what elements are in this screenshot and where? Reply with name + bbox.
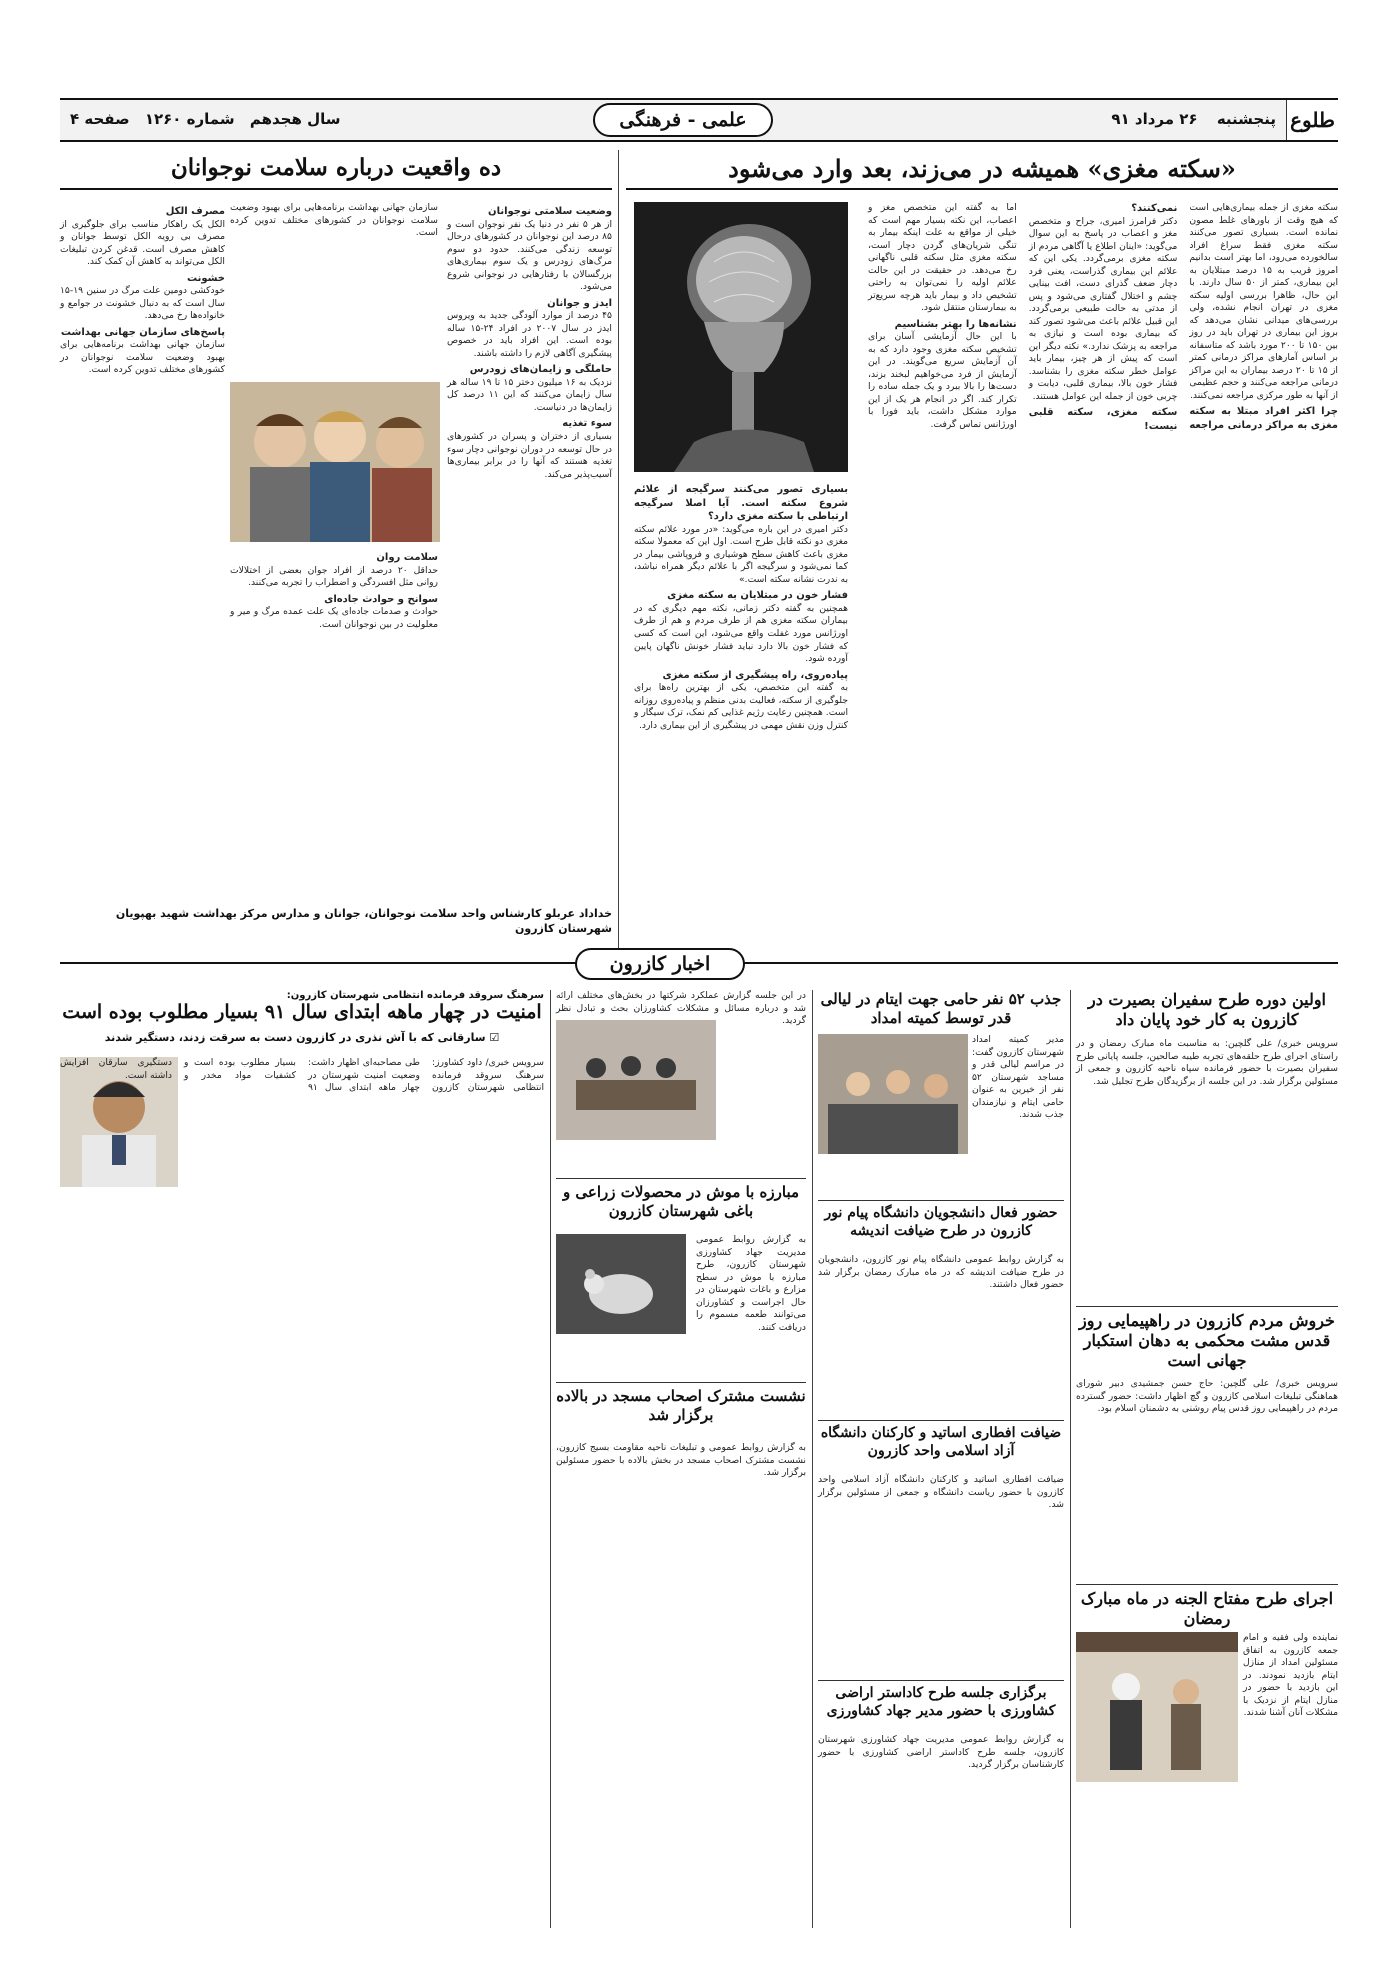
teens-col-left: [60, 202, 225, 902]
news4-title: جذب ۵۲ نفر حامی جهت ایتام در لیالی قدر توسط کمیته امداد: [820, 990, 1062, 1027]
news8-body: به گزارش روابط عمومی مدیریت جهاد کشاورزی شهرستان کازرون، طرح مبارزه با موش در سطح مزارع و باغات شهرستان در حال اجراست و کشاورزان می‌توانند طعمه مسموم را دریافت کنند.: [696, 1234, 806, 1333]
teens-col-middle-2: [230, 548, 438, 902]
meeting-photo-illustration: [556, 1020, 716, 1140]
news-column-2: [818, 990, 1064, 1928]
teens-heading-6: مصرف الکل: [165, 206, 225, 217]
stroke-paragraph-5: همچنین به گفته دکتر زمانی، نکته مهم دیگری که در بیماران سکته مغزی هم از طرف مردم و هم از طرف اورژانس مورد غفلت واقع می‌شود، این است که کسی که فشار خون بالا دارد نباید فشار خونش ناگهان پایین آورده شود.: [634, 602, 848, 665]
year-label: سال هجدهم: [249, 110, 341, 128]
teens-paragraph-4: بسیاری از دختران و پسران در کشورهای در حال توسعه در دوران نوجوانی دچار سوء تغذیه هستند که آنها را در برابر بیماری‌ها آسیب‌پذیر می‌کند.: [447, 431, 612, 480]
stroke-body: [868, 202, 1338, 947]
teens-paragraph-5: حداقل ۲۰ درصد از افراد جوان بعضی از اختلالات روانی مثل افسردگی و اضطراب را تجربه می‌کنند.: [230, 564, 438, 589]
teens-article: [60, 150, 612, 948]
news10-content: [60, 1051, 544, 1931]
news3-photo: [1076, 1632, 1238, 1782]
news1-body: سرویس خبری/ علی گلچین: به مناسبت ماه مبارک رمضان و در راستای اجرای طرح حلقه‌های تجربه طیبه صالحین، جلسه پایانی طرح سفیران بصیرت با حضور فرمانده سپاه ناحیه کازرون و جمعی از مسئولین برگزار شد. در این جلسه از برگزیدگان طرح تجلیل شد.: [1076, 1038, 1338, 1087]
teens-heading-8: سوانح و حوادث جاده‌ای: [324, 593, 438, 605]
section-title: علمی - فرهنگی: [593, 103, 773, 137]
stroke-heading-4: بسیاری تصور می‌کنند سرگیجه از علائم شروع سکته است. آیا اصلا سرگیجه ارتباطی با سکته مغزی دارد؟: [634, 484, 848, 523]
teens-paragraph-2: ۴۵ درصد از موارد آلودگی جدید به ویروس ایدز در سال ۲۰۰۷ در افراد ۲۴-۱۵ ساله بوده است. این افراد باید در خصوص پیشگیری آگاهی لازم را داشته باشند.: [447, 310, 612, 359]
teens-footer-credit: خداداد عربلو کارشناس واحد سلامت نوجوانان، جوانان و مدارس مرکز بهداشت شهید بهپویان شهرستان کازرون: [115, 907, 612, 936]
newspaper-logo: طلوع: [1286, 100, 1338, 140]
teens-heading-4: سوء تغذیه: [562, 418, 612, 430]
news6-title: ضیافت افطاری اساتید و کارکنان دانشگاه آزاد اسلامی واحد کازرون: [818, 1420, 1064, 1470]
news4-photo: [818, 1034, 968, 1154]
page-header: [60, 98, 1338, 142]
news-column-3: [556, 990, 806, 1928]
date-info: [1097, 110, 1276, 128]
news-column-1: [1076, 990, 1338, 1928]
news9-title: نشست مشترک اصحاب مسجد در بالاده برگزار شد: [556, 1382, 806, 1438]
stroke-body-2: [634, 480, 848, 945]
stroke-intro: سکته مغزی از جمله بیماری‌هایی است که هیچ وقت از باورهای غلط مصون نمانده است. بسیاری تصور می‌کنند سکته مغزی فقط سراغ افراد سالخورده می‌رود، اما بهتر است بدانیم امروز قریب به ۱۵ درصد مبتلایان به این بیماری، کمتر از ۵۰ سال دارند. با این حال، ظاهرا بررسی اولیه سکته مغزی در تهران انجام نشده، ولی بررسی‌های میدانی نشان می‌دهد که بروز این بیماری در تهران باید در روز بین ۱۵۰ تا ۲۰۰ مورد باشد که متاسفانه بر اساس آمارهای مراکز درمانی کمتر از ۱۵ تا ۲۰ درصد بیماران به این مراکز درمانی مراجعه می‌کنند و حجم عظیمی از آنها به طور مرکزی مراجعه نمی‌کنند.: [1189, 202, 1338, 401]
teens-paragraph-3: نزدیک به ۱۶ میلیون دختر ۱۵ تا ۱۹ ساله هر سال زایمان می‌کنند که این ۱۱ درصد کل زایمان‌ها در دنیاست.: [447, 376, 613, 413]
column-divider: [812, 990, 813, 1928]
teens-heading-9: پاسخ‌های سازمان جهانی بهداشت: [60, 326, 225, 338]
teens-paragraph-9: سازمان جهانی بهداشت برنامه‌هایی برای بهبود وضعیت سلامت نوجوانان در کشورهای مختلف تدوین کرده است.: [60, 339, 225, 376]
news3-title: اجرای طرح مفتاح الجنه در ماه مبارک رمضان: [1076, 1584, 1338, 1632]
page-number: صفحه ۴: [70, 110, 130, 128]
teens-heading-2: ایدز و جوانان: [547, 297, 612, 309]
kazerun-news-banner: اخبار کازرون: [575, 948, 745, 980]
skull-illustration: [634, 202, 848, 472]
teens-heading-1: وضعیت سلامتی نوجوانان: [488, 206, 612, 217]
stroke-paragraph-4: دکتر امیری در این باره می‌گوید: «در مورد علائم سکته مغزی دو نکته قابل طرح است. اول این که معمولا سکته مغزی باعث کاهش سطح هوشیاری و فروپاشی بیمار در کما نمی‌شود و سرگیجه اگر با علائم دیگر همراه نباشد، به ندرت نشانه سکته است.»: [634, 523, 848, 585]
issue-info: [70, 110, 351, 128]
stroke-heading-2: سکته مغزی، سکته قلبی نیست!: [1028, 407, 1178, 432]
teens-heading-7: خشونت: [187, 272, 225, 284]
brain-xray-image: [634, 202, 848, 472]
day-label: پنجشنبه: [1216, 110, 1276, 128]
news7-body: به گزارش روابط عمومی مدیریت جهاد کشاورزی شهرستان کازرون، جلسه طرح کاداستر اراضی کشاورزی با حضور کارشناسان برگزار گردید.: [818, 1734, 1064, 1771]
news8-title: مبارزه با موش در محصولات زراعی و باغی شهرستان کازرون: [556, 1178, 806, 1234]
meeting-photo: [556, 1020, 716, 1140]
news2-body: سرویس خبری/ علی گلچین: حاج حسن جمشیدی دبیر شورای هماهنگی تبلیغات اسلامی کازرون و گچ اظهار داشت: حضور گسترده مردم در راهپیمایی روز قدس پیام روشنی به دشمنان اسلام بود.: [1076, 1378, 1338, 1415]
news10-title: امنیت در چهار ماهه ابتدای سال ۹۱ بسیار مطلوب بوده است: [62, 1001, 542, 1023]
column-divider: [618, 150, 619, 948]
stroke-paragraph-6: به گفته این متخصص، یکی از بهترین راه‌ها برای جلوگیری از سکته، فعالیت بدنی منظم و پیاده‌روی روزانه است. همچنین رعایت رژیم غذایی کم نمک، ترک سیگار و کنترل وزن نقش مهمی در پیشگیری از این بیماری دارد.: [634, 682, 848, 731]
news8-content: [556, 1234, 806, 1374]
teens-col-right: [447, 202, 612, 902]
news1-title: اولین دوره طرح سفیران بصیرت در کازرون به کار خود پایان داد: [1087, 990, 1326, 1029]
stroke-heading-5: فشار خون در مبتلایان به سکته مغزی: [667, 590, 848, 602]
news10-body-text: سرویس خبری/ داود کشاورز: سرهنگ سروقد فرمانده انتظامی شهرستان کازرون طی مصاحبه‌ای اظهار داشت: وضعیت امنیت شهرستان در چهار ماهه ابتدای سال ۹۱ بسیار مطلوب بوده است و کشفیات مواد مخدر و دستگیری سارقان افزایش داشته است.: [60, 1057, 544, 1094]
teens-paragraph-7: خودکشی دومین علت مرگ در سنین ۱۹-۱۵ سال است که به دنبال خشونت در جوامع و خانواده‌ها رخ می‌دهد.: [60, 285, 225, 322]
teens-photo: [230, 382, 440, 542]
police-article: [60, 990, 544, 1928]
teens-col-middle: [230, 202, 438, 377]
teens-group-illustration: [230, 382, 440, 542]
stroke-article: [626, 150, 1338, 948]
stroke-heading-3: نشانه‌ها را بهتر بشناسیم: [894, 318, 1017, 330]
stroke-title: «سکته مغزی» همیشه در می‌زند، بعد وارد می‌شود: [626, 150, 1338, 190]
teens-paragraph-9-top: سازمان جهانی بهداشت برنامه‌هایی برای بهبود وضعیت سلامت نوجوانان در کشورهای مختلف تدوین کرده است.: [230, 202, 438, 239]
stroke-heading-1: چرا اکثر افراد مبتلا به سکته مغزی به مراکز درمانی مراجعه نمی‌کنند؟: [1131, 203, 1338, 431]
news9-body: به گزارش روابط عمومی و تبلیغات ناحیه مقاومت بسیج کازرون، نشست مشترک اصحاب مسجد در بخش بالاده با حضور مسئولین برگزار شد.: [556, 1442, 806, 1479]
news3-content: [1076, 1632, 1338, 1782]
stroke-heading-6: پیاده‌روی، راه پیشگیری از سکته مغزی: [662, 669, 848, 681]
teens-heading-3: حاملگی و زایمان‌های زودرس: [469, 364, 612, 376]
stroke-paragraph-2: اما به گفته این متخصص مغز و اعصاب، این نکته بسیار مهم است که خیلی از مواقع به علت اینکه بیمار به تنگی شریان‌های گردن دچار است، سکته مغزی مثل سکته قلبی ناگهانی رخ می‌دهد. در حقیقت در این حالت علائم اولیه را نمی‌توان به راحتی تشخیص داد و بیمار باید هرچه سریع‌تر به بیمارستان منتقل شود.: [868, 202, 1017, 314]
teens-title: ده واقعیت درباره سلامت نوجوانان: [60, 150, 612, 190]
mouse-illustration: [556, 1234, 686, 1334]
news5-body: به گزارش روابط عمومی دانشگاه پیام نور کازرون، دانشجویان در طرح ضیافت اندیشه که در ماه مبارک رمضان برگزار شد حضور فعال داشتند.: [818, 1254, 1064, 1291]
news-top-body: در این جلسه گزارش عملکرد شرکتها در بخش‌های مختلف ارائه شد و درباره مسائل و مشکلات کشاورزان بحث و تبادل نظر گردید.: [556, 990, 806, 1027]
news10-body: [60, 1057, 544, 1917]
stroke-paragraph-1: دکتر فرامرز امیری، جراح و متخصص مغز و اعصاب در پاسخ به این سوال می‌گوید: «اینان اطلاع یا آگاهی مردم از سکته مغزی برمی‌گردد. یکی این که علائم این بیماری گذراست، یعنی فرد دچار ضعف گذرای دست، افت بینایی چشم و اختلال گفتاری می‌شود و پس از مدتی به حالت طبیعی برمی‌گردد. این قبیل علائم باعث می‌شود تصور کند که بیماری بوده است و نیازی به مراجعه به پزشک ندارد.» نکته دیگر این است که پیش از هر چیز، بیمار باید عوامل خطر سکته مغزی را بشناسد. فشار خون بالا، بیماری قلبی، دیابت و چربی خون از جمله این عوامل هستند.: [1028, 215, 1178, 402]
column-divider: [1070, 990, 1071, 1928]
teens-heading-5: سلامت روان: [376, 552, 438, 563]
meeting-content: [556, 1020, 806, 1170]
teens-paragraph-1: از هر ۵ نفر در دنیا یک نفر نوجوان است و ۸۵ درصد این نوجوانان در کشورهای درحال توسعه زندگی می‌کنند. حدود دو سوم مرگ‌های زودرس و یک سوم بیماری‌های بزرگسالان با رفتارهایی در نوجوانی شروع می‌شود.: [447, 218, 612, 293]
news5-title: حضور فعال دانشجویان دانشگاه پیام نور کازرون در طرح ضیافت اندیشه: [818, 1200, 1064, 1250]
newspaper-page: [60, 98, 1338, 1928]
date-label: ۲۶ مرداد ۹۱: [1111, 110, 1198, 128]
news4-content: [818, 1034, 1064, 1194]
news6-body: ضیافت افطاری اساتید و کارکنان دانشگاه آزاد اسلامی واحد کازرون با حضور ریاست دانشگاه و جمعی از مسئولین برگزار شد.: [818, 1474, 1064, 1511]
news4-body: مدیر کمیته امداد شهرستان کازرون گفت: در مراسم لیالی قدر و مساجد شهرستان ۵۲ نفر از خیرین به عنوان حامی ایتام و نیازمندان جذب شدند.: [972, 1034, 1064, 1121]
column-divider: [550, 990, 551, 1928]
news2-title: خروش مردم کازرون در راهپیمایی روز قدس مشت محکمی به دهان استکبار جهانی است: [1076, 1306, 1338, 1374]
teens-paragraph-8: حوادث و صدمات جاده‌ای یک علت عمده مرگ و میر و معلولیت در بین نوجوانان است.: [230, 606, 438, 630]
news7-title: برگزاری جلسه طرح کاداستر اراضی کشاورزی با حضور مدیر جهاد کشاورزی: [818, 1680, 1064, 1730]
issue-number: شماره ۱۲۶۰: [144, 110, 235, 128]
stroke-paragraph-3: با این حال آزمایشی آسان برای تشخیص سکته مغزی وجود دارد که به آن آزمایش سریع می‌گویند. در این آزمایش از فرد می‌خواهیم لبخند بزند، دست‌ها را بالا ببرد و یک جمله ساده را تکرار کند. اگر در انجام هر یک از این موارد مشکل داشت، باید فورا با اورژانس تماس گرفت.: [868, 331, 1017, 430]
news10-subtitle: ☑ سارقانی که با آش نذری در کازرون دست به سرقت زدند، دستگیر شدند: [104, 1031, 500, 1044]
news10-kicker: سرهنگ سروقد فرمانده انتظامی شهرستان کازرون:: [286, 990, 544, 1001]
mouse-photo: [556, 1234, 686, 1334]
visit-photo-illustration: [1076, 1632, 1238, 1782]
ceremony-photo-illustration: [818, 1034, 968, 1154]
teens-paragraph-6: الکل یک راهکار مناسب برای جلوگیری از مصرف بی رویه الکل توسط جوانان و کاهش مصرف است. قدغن کردن تبلیغات الکل می‌تواند به کاهش آن کمک کند.: [60, 218, 225, 268]
news3-body: نماینده ولی فقیه و امام جمعه کازرون به اتفاق مسئولین امداد از منازل ایتام بازدید نمودند. در این بازدید با حضور در منازل ایتام از نزدیک با مشکلات آنان آشنا شدند.: [1243, 1632, 1338, 1719]
